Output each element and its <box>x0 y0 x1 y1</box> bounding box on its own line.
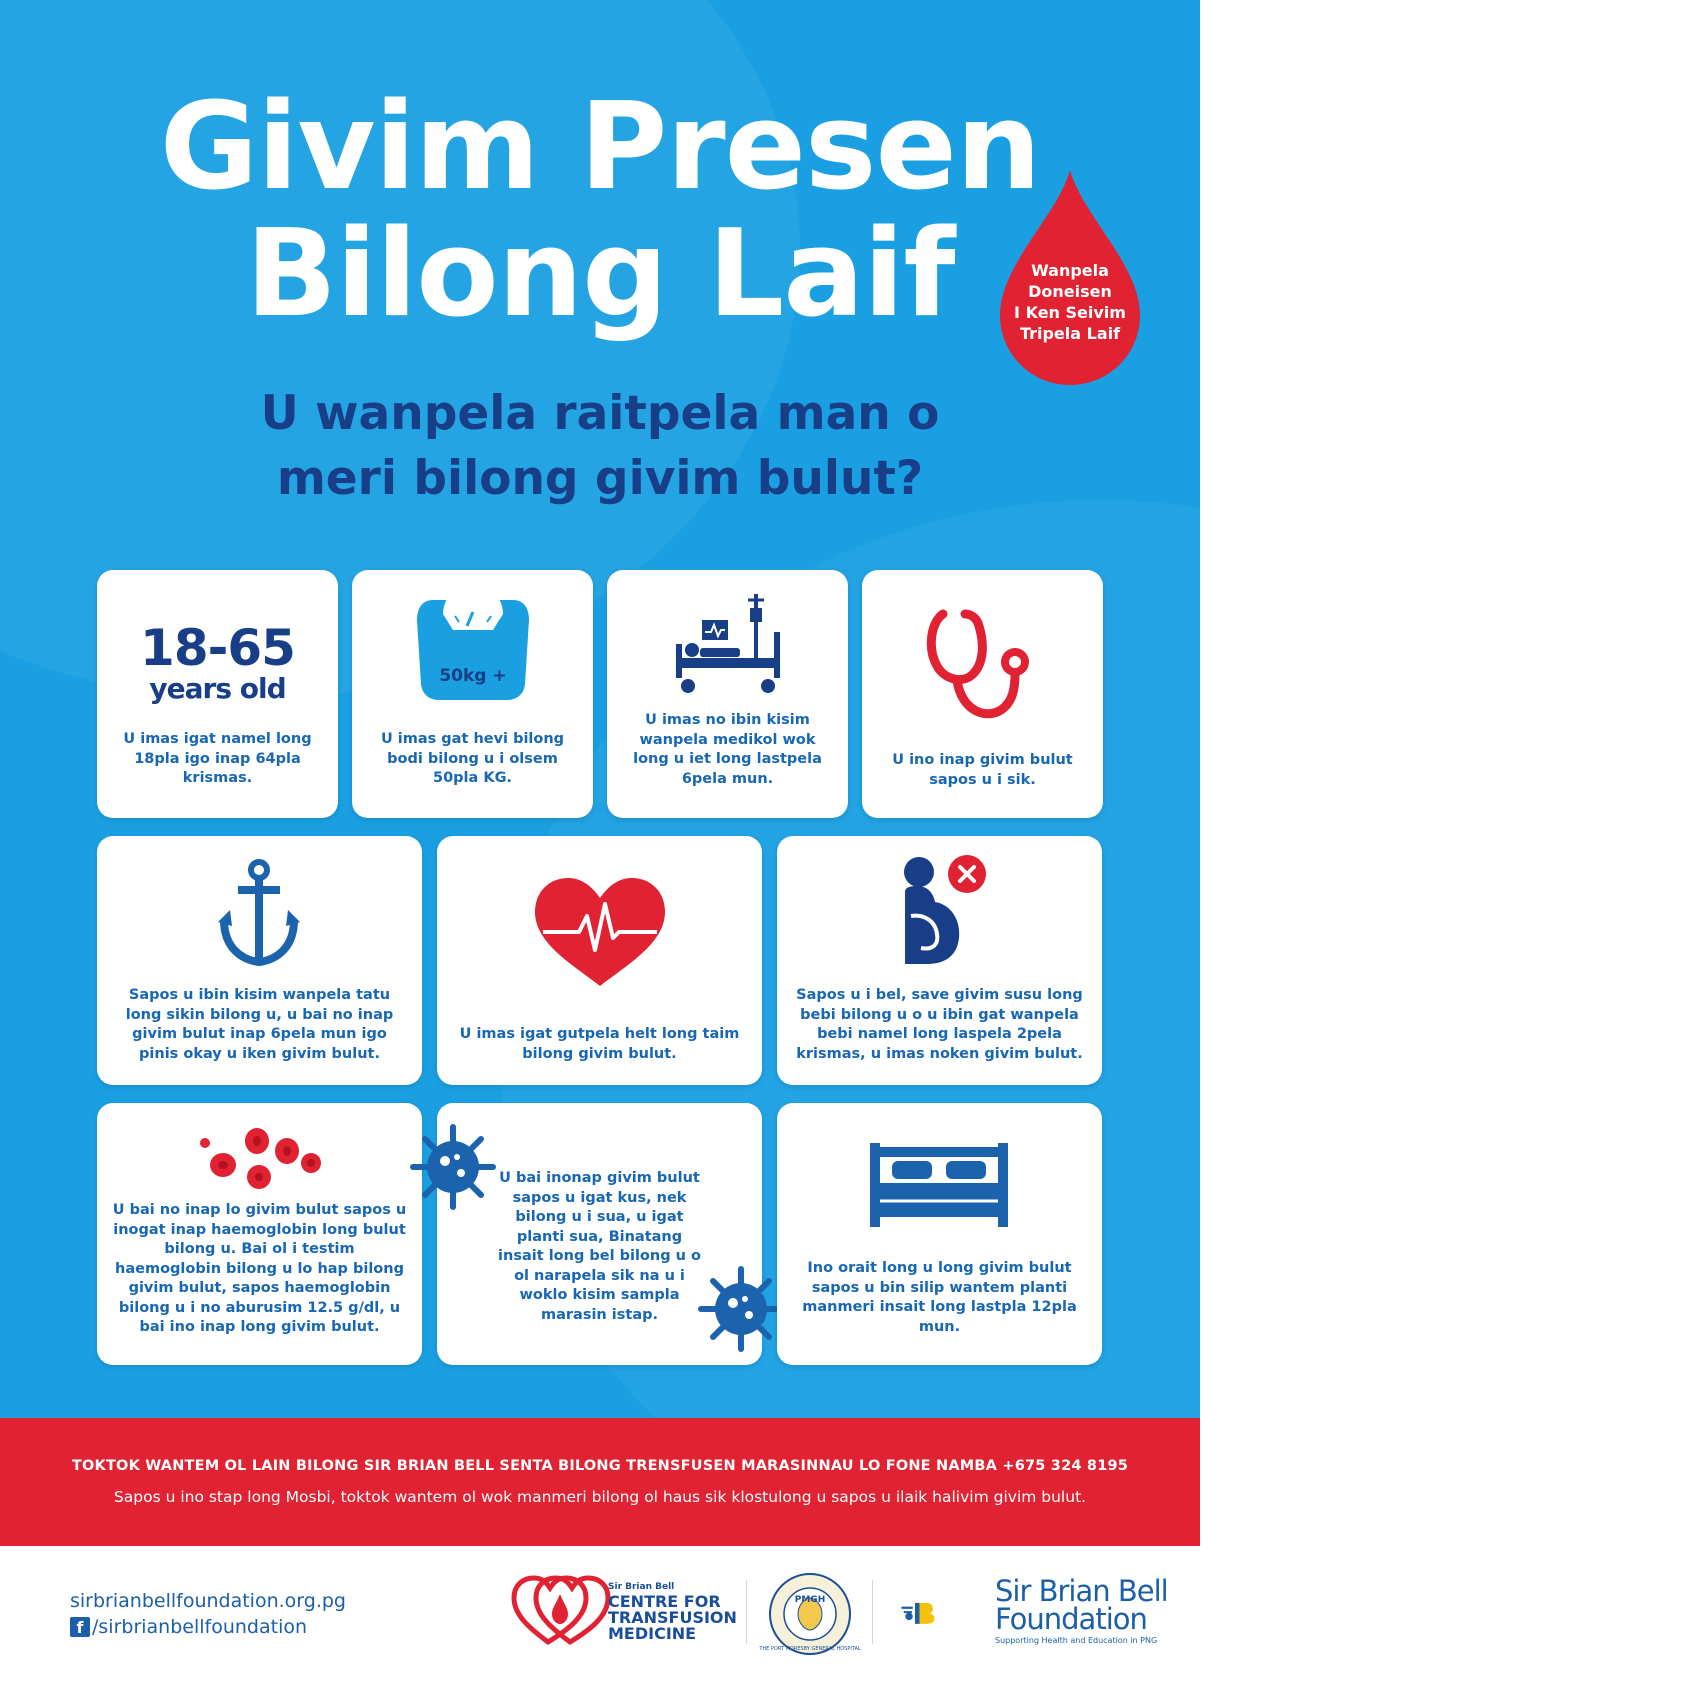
pmgh-seal-logo <box>759 1572 861 1656</box>
note-line: Sapos u ino stap long Mosbi, toktok wantem ol wok manmeri bilong ol haus sik klostulong u sapos u ilaik halivim givim bulut. <box>113 1488 1087 1506</box>
health-text: U imas igat gutpela helt long taim bilong givim bulut. <box>459 1026 740 1062</box>
heartbeat-icon <box>535 878 665 988</box>
infection-card <box>437 1103 762 1365</box>
main-title-line1: Givim Presen <box>159 78 1041 217</box>
ctm-small-label: Sir Brian Bell <box>608 1582 675 1592</box>
sbb-tagline: Supporting Health and Education in PNG <box>995 1636 1158 1645</box>
malaria-card <box>777 1103 1102 1365</box>
pregnant-text: Sapos u i bel, save givim susu long bebi bilong u o u ibin gat wanpela bebi namel long laspela 2pela krismas, u imas noken givim bulut. <box>796 987 1083 1062</box>
sbb-name: Sir Brian Bell <box>995 1574 1168 1608</box>
main-title-line2: Bilong Laif <box>245 205 955 344</box>
sbb-foundation: Foundation <box>995 1602 1147 1636</box>
age-unit: years old <box>149 672 286 705</box>
malaria-text: Ino orait long u long givim bulut sapos u bin silip wantem planti manmeri insait long lastpla 12pla mun. <box>802 1260 1077 1335</box>
ctm-name: CENTRE FOR TRANSFUSION MEDICINE <box>608 1592 737 1643</box>
tattoo-text: Sapos u ibin kisim wanpela tatu long sikin bilong u, u bai no inap givim bulut inap 6pela mun igo pinis okay u iken givim bulut. <box>125 987 394 1062</box>
weight-text: U imas gat hevi bilong bodi bilong u i olsem 50pla KG. <box>380 731 565 786</box>
virus-icon <box>695 1263 787 1355</box>
age-text: U imas igat namel long 18pla igo inap 64pla krismas. <box>123 731 312 786</box>
weight-card <box>352 570 593 818</box>
bed-icon <box>868 1141 1010 1229</box>
contact-line: TOKTOK WANTEM OL LAIN BILONG SIR BRIAN BELL SENTA BILONG TRENSFUSEN MARASINNAU LO FONE NAMBA +675 324 8195 <box>71 1458 1129 1474</box>
medical-text: U imas no ibin kisim wanpela medikol wok long u iet long lastpela 6pela mun. <box>633 712 822 787</box>
medical-card <box>607 570 848 818</box>
cross-mark-icon <box>947 854 987 894</box>
sick-card <box>862 570 1103 818</box>
divider <box>746 1580 747 1644</box>
contact-banner <box>0 1418 1200 1546</box>
pregnant-card <box>777 836 1102 1085</box>
svg-text:THE PORT MORESBY GENERAL HOSPI: THE PORT MORESBY GENERAL HOSPITAL <box>759 1646 861 1652</box>
sick-text: U ino inap givim bulut sapos u i sik. <box>892 752 1073 788</box>
age-card <box>97 570 338 818</box>
scale-label: 50kg + <box>439 666 507 686</box>
facebook-icon: f <box>70 1617 90 1637</box>
subtitle-line2: meri bilong givim bulut? <box>276 451 924 506</box>
blood-drop-text: Wanpela Doneisen I Ken Seivim Tripela Laif <box>1014 261 1126 343</box>
age-range: 18-65 <box>140 619 295 677</box>
stethoscope-icon <box>927 608 1039 723</box>
virus-icon <box>407 1121 499 1213</box>
website-link[interactable]: sirbrianbellfoundation.org.pg <box>70 1590 346 1612</box>
divider <box>872 1580 873 1644</box>
svg-text:PMGH: PMGH <box>794 1595 826 1605</box>
infection-text: U bai inonap givim bulut sapos u igat kus, nek bilong u i sua, u igat planti sua, Binatang insait long bel bilong u o ol narapela sik na u i woklo kisim sampla marasin istap. <box>498 1170 701 1323</box>
sbb-foundation-logo <box>900 1578 990 1648</box>
subtitle-line1: U wanpela raitpela man o <box>260 386 940 441</box>
health-card <box>437 836 762 1085</box>
anchor-icon <box>218 858 300 968</box>
haemoglobin-text: U bai no inap lo givim bulut sapos u inogat inap haemoglobin long bulut bilong u. Bai ol i testim haemoglobin bilong u lo hap bilong givim bulut, sapos haemoglobin bilong u i no aburusim 12.5 g/dl, u bai ino inap long givim bulut. <box>112 1202 407 1335</box>
red-blood-cells-icon <box>195 1123 325 1193</box>
tattoo-card <box>97 836 422 1085</box>
facebook-handle: /sirbrianbellfoundation <box>92 1616 308 1638</box>
facebook-link[interactable] <box>70 1616 307 1638</box>
hospital-bed-icon <box>674 592 782 694</box>
haemoglobin-card <box>97 1103 422 1365</box>
